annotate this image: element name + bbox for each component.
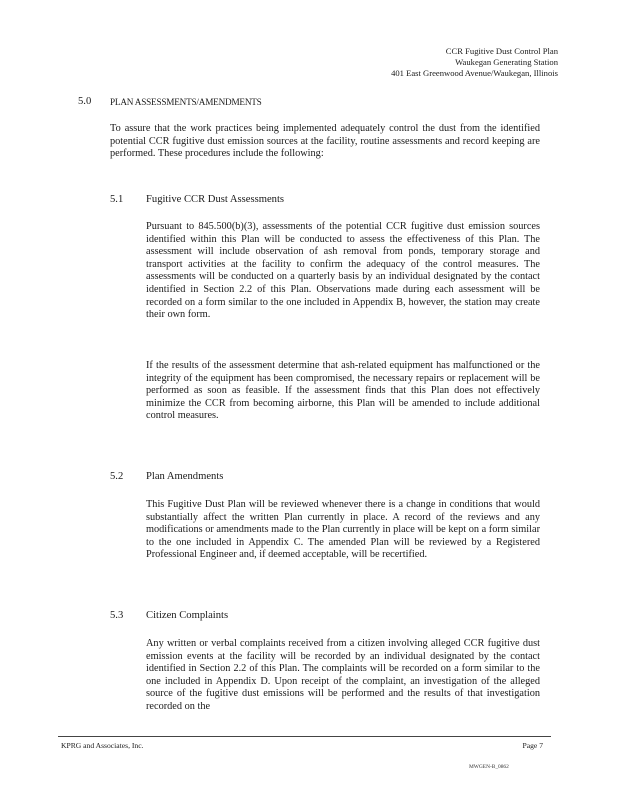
section-number: 5.0 [78, 96, 92, 107]
section-title: PLAN ASSESSMENTS/AMENDMENTS [110, 97, 262, 107]
subsection-number-5-1: 5.1 [110, 194, 124, 205]
subsection-5-1-paragraph-2: If the results of the assessment determine that ash-related equipment has malfunctioned or the integrity of the equipment has been compromised, the necessary repairs or replacement will be performed as soon as feasible. If the assessment finds that this Plan does not effectively minimize the CCR from becoming airborne, this Plan will be amended to include additional control measures. [146, 360, 540, 422]
header-address: 401 East Greenwood Avenue/Waukegan, Illinois [391, 68, 558, 78]
footer-page-number: Page 7 [522, 741, 543, 750]
subsection-number-5-2: 5.2 [110, 471, 124, 482]
subsection-title-5-3: Citizen Complaints [146, 610, 229, 621]
subsection-title-5-1: Fugitive CCR Dust Assessments [146, 194, 285, 205]
document-bates-id: MWGEN-B_0862 [469, 764, 509, 770]
footer-company: KPRG and Associates, Inc. [61, 741, 144, 750]
subsection-5-3-paragraph-1: Any written or verbal complaints received from a citizen involving alleged CCR fugitive dust emission events at the facility will be recorded by an individual designated by the contact identified in Section 2.2 of this Plan. The complaints will be recorded on a form similar to the one included in Appendix D. Upon receipt of the complaint, an investigation of the alleged source of the fugitive dust emissions will be performed and the results of that investigation recorded on the [146, 638, 540, 712]
page-header [391, 46, 558, 79]
header-plan-title: CCR Fugitive Dust Control Plan [445, 46, 558, 56]
subsection-5-2-paragraph-1: This Fugitive Dust Plan will be reviewed whenever there is a change in conditions that would substantially affect the written Plan currently in place. A record of the reviews and any modifications or amendments made to the Plan currently in place will be kept on a form similar to the one included in Appendix C. The amended Plan will be reviewed by a Registered Professional Engineer and, if deemed acceptable, will be recertified. [146, 499, 540, 561]
subsection-title-5-2: Plan Amendments [146, 471, 224, 482]
subsection-5-1-paragraph-1: Pursuant to 845.500(b)(3), assessments of the potential CCR fugitive dust emission sources identified within this Plan will be conducted to assess the effectiveness of this Plan. The assessment will include observation of ash removal from ponds, temporary storage and transport activities at the facility to confirm the adequacy of the control measures. The assessments will be conducted on a quarterly basis by an individual designated by the contact identified in Section 2.2 of this Plan. Observations made during each assessment will be recorded on a form similar to the one included in Appendix B, however, the station may create their own form. [146, 221, 540, 321]
footer-divider [58, 736, 551, 737]
section-intro-paragraph: To assure that the work practices being implemented adequately control the dust from the identified potential CCR fugitive dust emission sources at the facility, routine assessments and record keeping are performed. These procedures include the following: [110, 123, 540, 160]
subsection-number-5-3: 5.3 [110, 610, 124, 621]
header-station-name: Waukegan Generating Station [455, 57, 558, 67]
